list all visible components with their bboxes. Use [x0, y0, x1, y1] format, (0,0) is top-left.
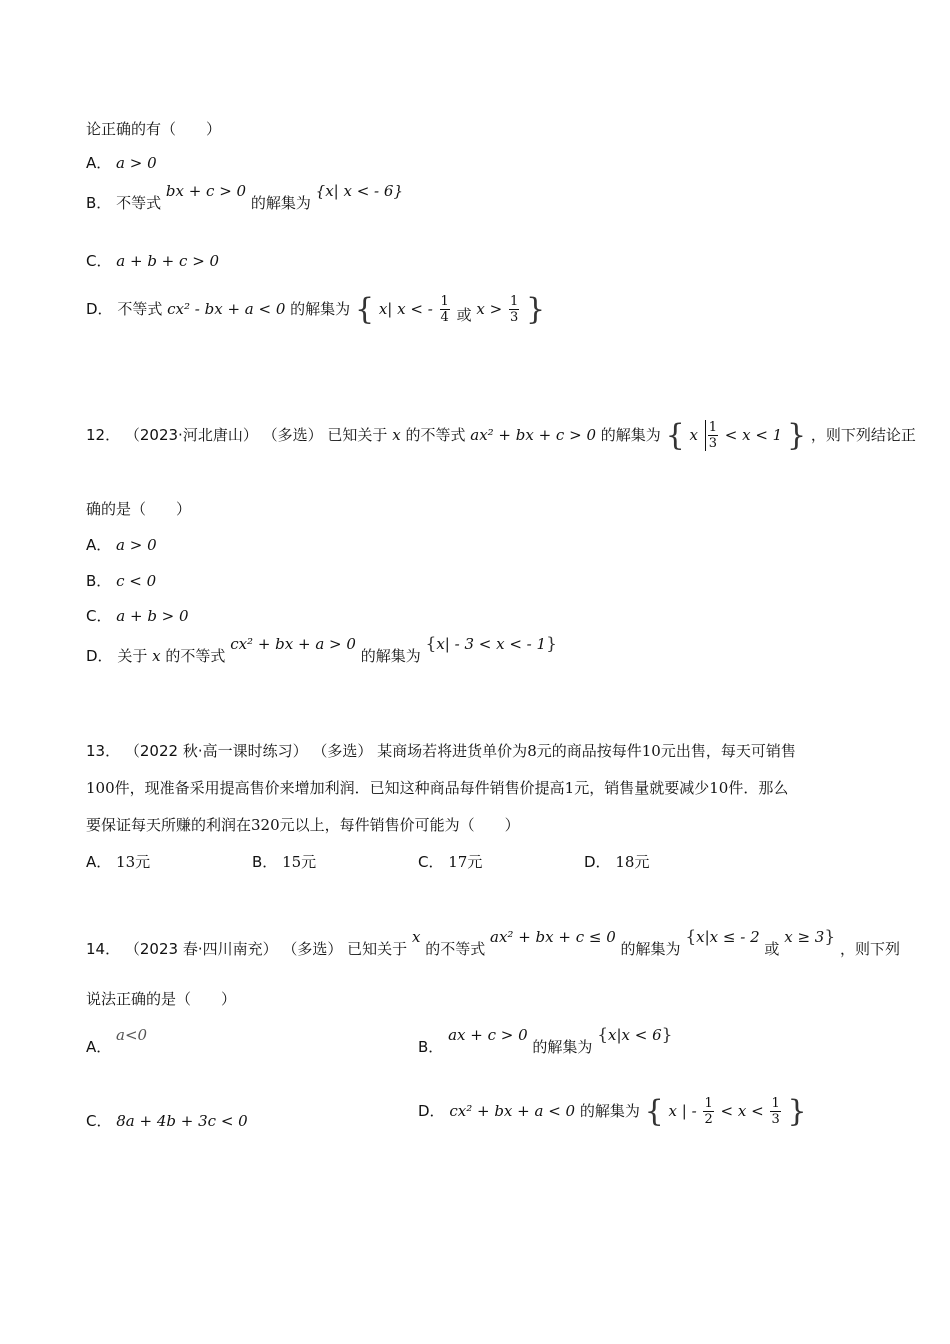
brace-left-icon: { [685, 927, 697, 947]
option-text: 关于 [117, 647, 148, 665]
option-label: D． [86, 647, 113, 665]
solution-set-part: x| x < - [378, 300, 433, 318]
option-math: cx² + bx + a > 0 [230, 635, 356, 653]
option-math: c < 0 [116, 572, 157, 590]
option-math: a > 0 [116, 154, 157, 172]
q13-option-a[interactable] [86, 851, 150, 872]
solution-set-part: x [689, 426, 698, 444]
option-label: C． [86, 252, 112, 270]
stem-text: 要保证每天所赚的利润在 [86, 816, 252, 834]
or-text: 或 [764, 940, 780, 958]
brace-left-icon: { [597, 1025, 609, 1045]
solution-set-part: < x < 1 [724, 426, 783, 444]
brace-right-icon: } [787, 418, 807, 453]
option-label: A． [86, 1038, 112, 1056]
q13-option-c[interactable] [418, 851, 482, 872]
q14-option-d[interactable] [418, 1094, 807, 1129]
fraction [509, 294, 519, 325]
q13-stem-line2 [86, 777, 788, 798]
solution-set: x| - 3 < x < - 1 [436, 635, 547, 653]
solution-set: x|x < 6 [608, 1026, 662, 1044]
number-value: 320 [251, 816, 280, 834]
brace-right-icon: } [787, 1094, 807, 1129]
question-tag: （多选） [312, 742, 373, 760]
option-label: A． [86, 154, 112, 172]
option-unit: 元 [301, 853, 317, 871]
brace-left-icon: { [425, 634, 437, 654]
q11-option-b[interactable] [86, 182, 403, 213]
option-text: 的解集为 [360, 647, 421, 665]
option-unit: 元 [135, 853, 151, 871]
option-value: 15 [282, 853, 302, 871]
fraction-numerator: 1 [708, 420, 717, 435]
q13-option-b[interactable] [252, 851, 316, 872]
q12-option-c[interactable] [86, 605, 189, 626]
option-label: B． [86, 194, 112, 212]
option-text: 不等式 [116, 194, 162, 212]
stem-text: ，则下列结论正 [810, 426, 916, 444]
q12-stem [86, 418, 916, 453]
fraction-denominator: 3 [771, 1112, 780, 1127]
option-math: cx² + bx + a < 0 [449, 1102, 576, 1120]
brace-right-icon: } [546, 634, 557, 654]
stem-text: 元的商品按每件 [536, 742, 642, 760]
number-value: 100 [86, 779, 115, 797]
option-text: 的解集为 [532, 1038, 593, 1056]
fraction [705, 420, 718, 451]
solution-set-part: x|x ≤ - 2 [696, 928, 760, 946]
question-tag: （多选） [262, 426, 323, 444]
option-unit: 元 [634, 853, 650, 871]
solution-set-part: x ≥ 3 [784, 928, 825, 946]
brace-right-icon: } [661, 1025, 673, 1045]
q14-option-a[interactable] [86, 1026, 148, 1057]
option-math: 8a + 4b + 3c < 0 [116, 1112, 248, 1130]
q11-option-a[interactable] [86, 152, 157, 173]
option-text: 的解集为 [579, 1102, 640, 1120]
option-label: A． [86, 536, 112, 554]
inequality-math: ax² + bx + c > 0 [470, 426, 596, 444]
fraction-numerator: 1 [771, 1096, 780, 1111]
option-math: a + b + c > 0 [116, 252, 220, 270]
q11-option-d[interactable] [86, 292, 545, 327]
option-label: C． [86, 1112, 112, 1130]
fraction [703, 1096, 713, 1127]
number-value: 10 [709, 779, 729, 797]
variable: x [392, 426, 401, 444]
option-label: C． [86, 607, 112, 625]
stem-text: 已知关于 [327, 426, 388, 444]
inequality-math: ax² + bx + c ≤ 0 [490, 928, 616, 946]
fraction-denominator: 2 [704, 1112, 713, 1127]
brace-right-icon: } [526, 292, 546, 327]
solution-set-part: x | - [668, 1102, 697, 1120]
question-number: 14． [86, 940, 121, 958]
question-number: 13． [86, 742, 121, 760]
option-math: ax + c > 0 [448, 1026, 528, 1044]
fraction-numerator: 1 [440, 294, 449, 309]
fraction-numerator: 1 [509, 294, 519, 309]
solution-set: {x| x < - 6} [315, 182, 403, 200]
q12-option-d[interactable] [86, 634, 557, 666]
brace-right-icon: } [824, 927, 836, 947]
stem-text: 已知关于 [347, 940, 408, 958]
option-label: D． [418, 1102, 445, 1120]
option-math: a + b > 0 [116, 607, 189, 625]
q12-continuation: 确的是（ ） [86, 500, 192, 518]
stem-text: 的解集为 [620, 940, 681, 958]
stem-text: 的不等式 [425, 940, 486, 958]
q14-option-c[interactable] [86, 1110, 248, 1131]
option-label: D． [584, 853, 611, 871]
q14-continuation: 说法正确的是（ ） [86, 990, 237, 1008]
option-value: 17 [448, 853, 468, 871]
stem-text: 某商场若将进货单价为 [377, 742, 528, 760]
question-source: （2022 秋·高一课时练习） [124, 742, 308, 760]
brace-left-icon: { [354, 292, 375, 327]
option-label: B． [252, 853, 278, 871]
stem-text: 元出售，每天可销售 [660, 742, 796, 760]
solution-set-part: < x < [720, 1102, 764, 1120]
question-number: 12． [86, 426, 121, 444]
fraction-numerator: 1 [704, 1096, 713, 1111]
option-label: C． [418, 853, 444, 871]
option-label: B． [86, 572, 112, 590]
option-math: a<0 [116, 1026, 148, 1044]
option-label: B． [418, 1038, 444, 1056]
fraction [440, 294, 450, 325]
fraction [770, 1096, 780, 1127]
option-text: 的不等式 [165, 647, 226, 665]
number-value: 8 [527, 742, 537, 760]
stem-text: 件，现准备采用提高售价来增加利润．已知这种商品每件销售价提高 [114, 779, 565, 797]
q11-option-c[interactable] [86, 250, 219, 271]
number-value: 1 [564, 779, 575, 797]
fraction-denominator: 3 [708, 436, 717, 451]
variable: x [152, 647, 161, 665]
option-label: A． [86, 853, 112, 871]
q12-option-b[interactable] [86, 570, 156, 591]
q13-option-d[interactable] [584, 851, 649, 872]
solution-set-part: x > [476, 300, 503, 318]
brace-left-icon: { [644, 1094, 664, 1129]
option-value: 18 [615, 853, 635, 871]
question-tag: （多选） [282, 940, 343, 958]
q13-stem-line1 [86, 740, 796, 761]
option-label: D． [86, 300, 113, 318]
variable: x [411, 928, 421, 946]
stem-text: 件．那么 [728, 779, 789, 797]
brace-left-icon: { [665, 418, 685, 453]
q12-option-a[interactable] [86, 534, 157, 555]
number-value: 10 [641, 742, 661, 760]
option-math: cx² - bx + a < 0 [167, 300, 286, 318]
option-math: bx + c > 0 [165, 182, 247, 200]
fraction-denominator: 3 [509, 310, 519, 325]
option-text: 的解集为 [250, 194, 311, 212]
stem-text: 的不等式 [405, 426, 466, 444]
q11-continuation: 论正确的有（ ） [86, 120, 222, 138]
stem-text: 元以上，每件销售价可能为（ ） [279, 816, 520, 834]
q14-option-b[interactable] [418, 1025, 673, 1057]
option-text: 的解集为 [290, 300, 351, 318]
question-source: （2023 春·四川南充） [124, 940, 278, 958]
q14-stem [86, 927, 900, 959]
stem-text: 元，销售量就要减少 [574, 779, 710, 797]
stem-text: ，则下列 [839, 940, 900, 958]
stem-text: 的解集为 [600, 426, 661, 444]
option-text: 不等式 [117, 300, 163, 318]
question-source: （2023·河北唐山） [124, 426, 258, 444]
option-value: 13 [116, 853, 136, 871]
option-unit: 元 [467, 853, 483, 871]
q13-stem-line3 [86, 814, 520, 835]
or-text: 或 [456, 306, 472, 324]
option-math: a > 0 [116, 536, 157, 554]
fraction-denominator: 4 [440, 310, 449, 325]
